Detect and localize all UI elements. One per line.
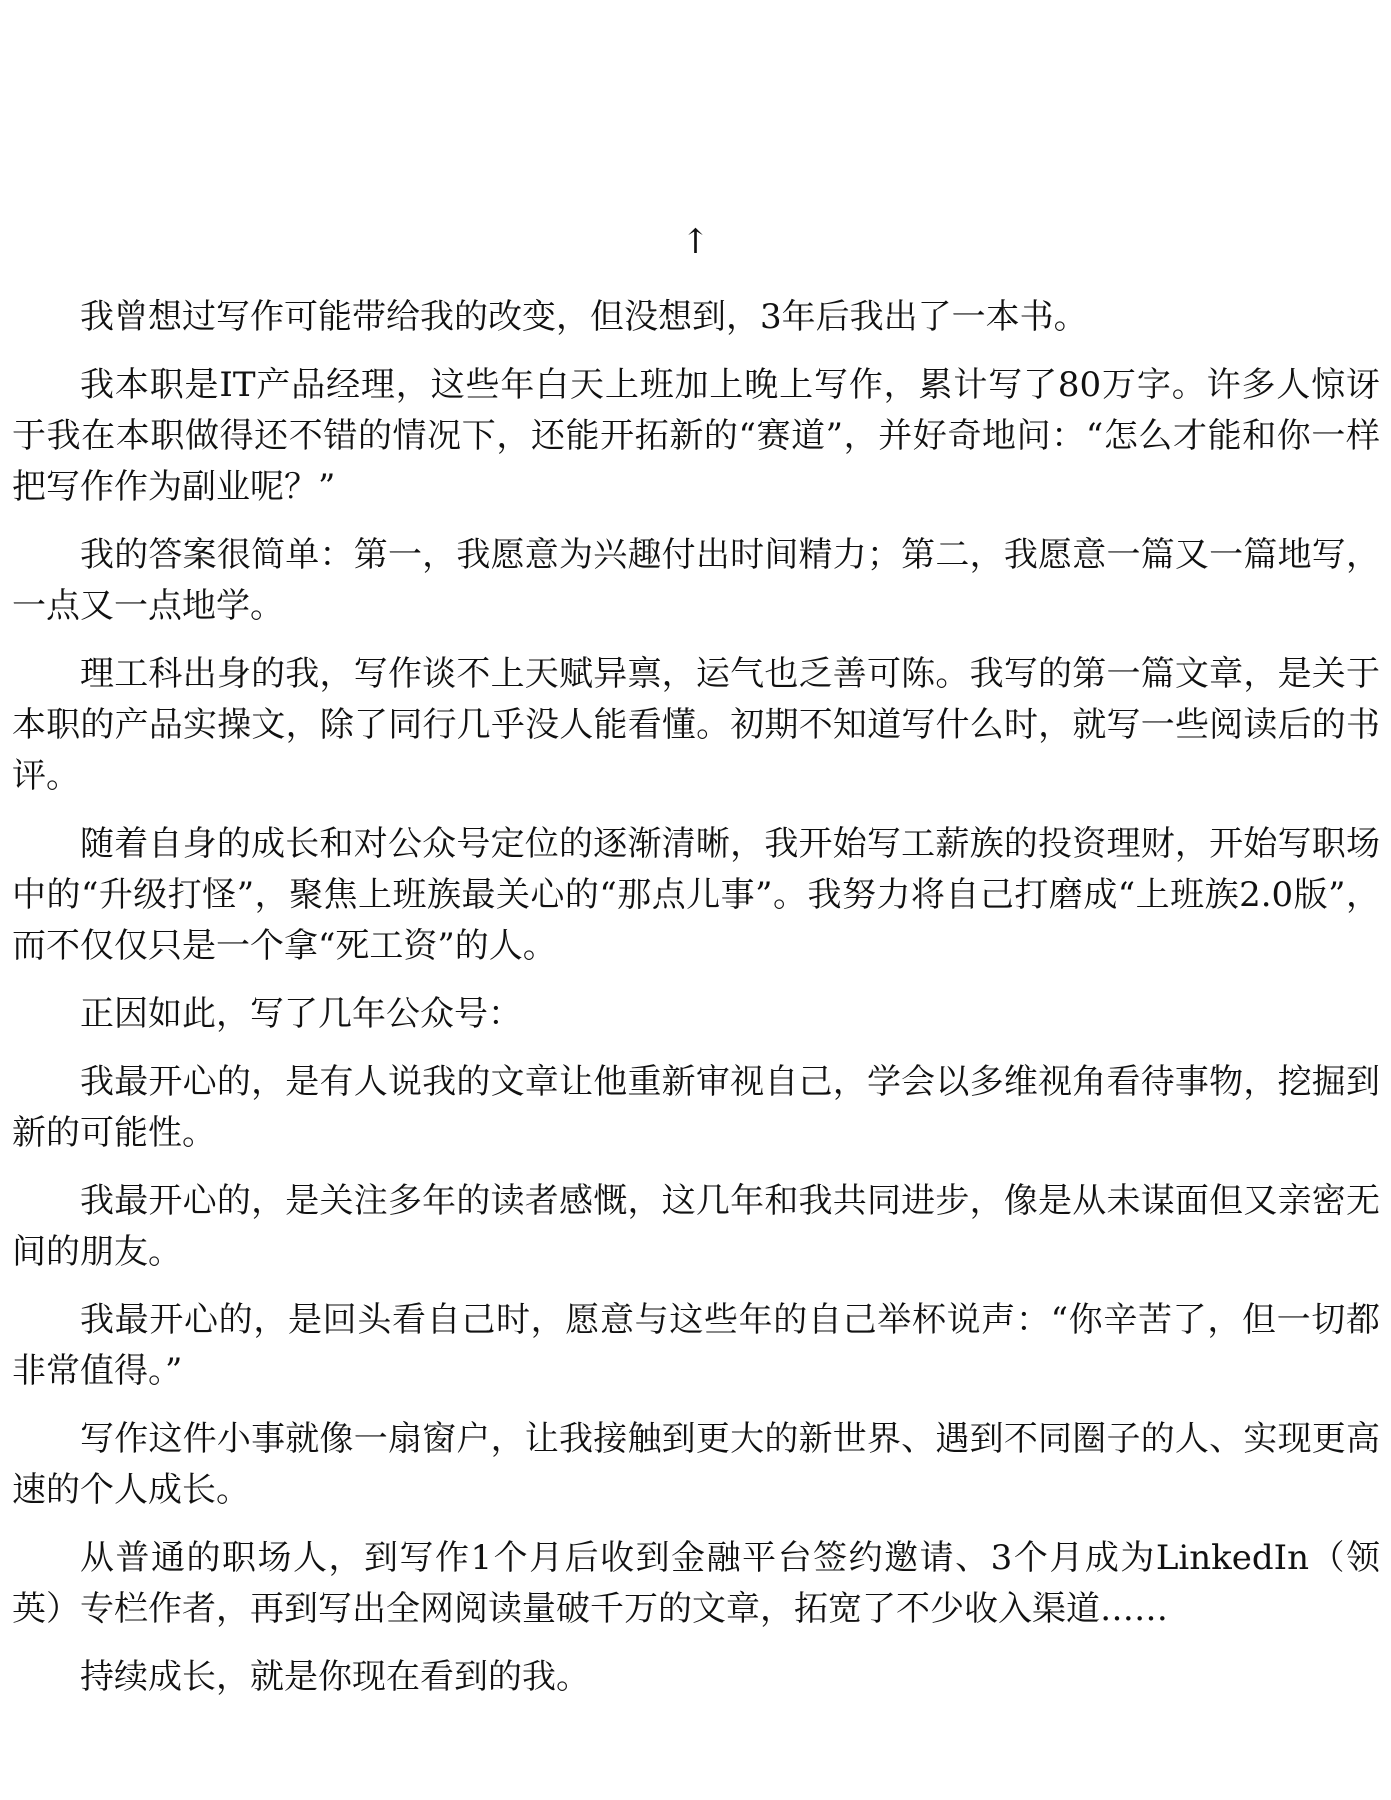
paragraph: 我曾想过写作可能带给我的改变，但没想到，3年后我出了一本书。 [80,297,1088,337]
paragraph: 我本职是IT产品经理，这些年白天上班加上晚上写作，累计写了80万字。许多人惊讶于我在本职做得还不错的情况下，还能开拓新的“赛道”，并好奇地问：“怎么才能和你一样把写作作为副业呢？” [12,365,1380,507]
paragraph: 随着自身的成长和对公众号定位的逐渐清晰，我开始写工薪族的投资理财，开始写职场中的“升级打怪”，聚焦上班族最关心的“那点儿事”。我努力将自己打磨成“上班族2.0版”，而不仅仅只是一个拿“死工资”的人。 [12,824,1380,966]
up-arrow-icon: ↑ [681,222,710,262]
paragraph: 我最开心的，是回头看自己时，愿意与这些年的自己举杯说声：“你辛苦了，但一切都非常值得。” [12,1300,1380,1391]
body-text [12,292,1380,1720]
paragraph: 正因如此，写了几年公众号： [80,994,522,1034]
paragraph: 我最开心的，是关注多年的读者感慨，这几年和我共同进步，像是从未谋面但又亲密无间的朋友。 [12,1181,1380,1272]
paragraph: 从普通的职场人，到写作1个月后收到金融平台签约邀请、3个月成为LinkedIn（领英）专栏作者，再到写出全网阅读量破千万的文章，拓宽了不少收入渠道…… [12,1538,1380,1629]
paragraph: 写作这件小事就像一扇窗户，让我接触到更大的新世界、遇到不同圈子的人、实现更高速的个人成长。 [12,1419,1380,1510]
paragraph: 我最开心的，是有人说我的文章让他重新审视自己，学会以多维视角看待事物，挖掘到新的可能性。 [12,1062,1380,1153]
paragraph: 理工科出身的我，写作谈不上天赋异禀，运气也乏善可陈。我写的第一篇文章，是关于本职的产品实操文，除了同行几乎没人能看懂。初期不知道写什么时，就写一些阅读后的书评。 [12,654,1380,796]
paragraph: 持续成长，就是你现在看到的我。 [80,1657,590,1697]
paragraph: 我的答案很简单：第一，我愿意为兴趣付出时间精力；第二，我愿意一篇又一篇地写，一点又一点地学。 [12,535,1380,626]
